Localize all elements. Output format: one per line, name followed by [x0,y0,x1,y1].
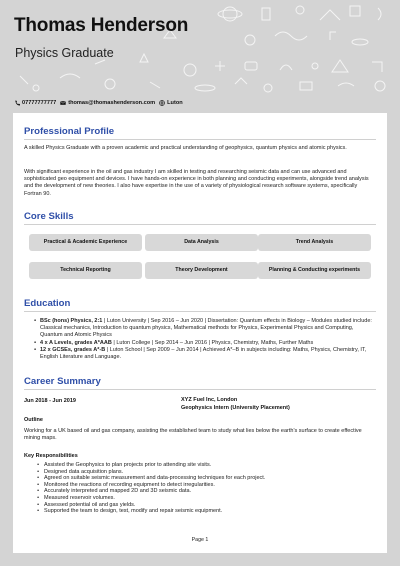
section-title-education: Education [24,298,71,309]
job-role: Geophysics Intern (University Placement) [181,405,290,411]
bullet-icon: • [37,462,39,468]
cv-header [0,0,400,97]
candidate-title: Physics Graduate [15,46,114,60]
list-item [24,347,376,361]
responsibility-text: Measured reservoir volumes. [44,494,115,501]
list-item [24,495,376,502]
skill-chip: Practical & Academic Experience [29,234,142,251]
qualification-details: | Luton University | Sep 2016 – Jun 2020 | Dissertation: Quantum effects in Biology – Modules studied include: Classical mechanics, Introduction to quantum physics, Mathematical methods for Physics, Experimental Physics and Computing, Quantum and Atomic Physics [40,318,372,339]
section-divider [24,389,376,390]
section-divider [24,139,376,140]
outline-label: Outline [24,417,43,423]
email-address: thomas@thomashenderson.com [68,100,156,106]
list-item [24,469,376,476]
bullet-icon: • [37,488,39,495]
bullet-icon: • [37,501,39,508]
bullet-icon: • [37,508,39,515]
skill-chip: Theory Development [145,262,258,279]
section-title-profile: Professional Profile [24,126,115,137]
list-item [24,462,376,469]
responsibility-text: Supported the team to design, test, modify and repair seismic equipment. [44,508,223,515]
responsibility-text: Monitored the reactions of recording equipment to detect irregularities. [44,481,215,488]
bullet-icon: • [37,475,39,482]
phone-icon [14,100,20,106]
page-number: Page 1 [191,537,209,543]
qualification-title: 12 x GCSEs, grades A*-B [40,346,106,353]
globe-icon [159,100,165,106]
skill-chip: Trend Analysis [258,234,371,251]
skill-chip: Data Analysis [145,234,258,251]
phone-number: 07777777777 [22,100,57,106]
location-text: Luton [167,100,183,106]
qualification-title: 4 x A Levels, grades A*AAB [40,339,112,346]
profile-paragraph: With significant experience in the oil and gas industry I am skilled in testing and researching seismic data and can use advanced and sophisticated geo equipment and devices. I have hands-on experience in both planning and conducting experiments, alongside trend analysis and the development of new theories. I also have expertise in the use of a variety of physiological research software systems, specifically Fortran 90. [24,169,369,197]
contact-email[interactable] [60,100,155,106]
skill-chip: Planning & Conducting experiments [258,262,371,279]
bullet-icon: • [34,339,36,346]
qualification-title: BSc (hons) Physics, 2:1 [40,318,103,324]
list-item [24,502,376,509]
section-title-skills: Core Skills [24,211,74,222]
contact-location [159,100,183,106]
cv-page [13,113,387,553]
profile-paragraph: A skilled Physics Graduate with a proven academic and practical understanding of geophysics, quantum physics and atomic physics. [24,145,347,151]
section-title-career: Career Summary [24,376,101,387]
bullet-icon: • [34,346,36,353]
job-company: XYZ Fuel Inc, London [181,397,238,403]
bullet-icon: • [34,318,36,324]
list-item [24,482,376,489]
job-dates: Jun 2018 - Jun 2019 [24,398,76,404]
list-item [24,340,376,347]
responsibilities-label: Key Responsibilities [24,453,78,459]
responsibility-text: Designed data acquisition plans. [44,468,124,475]
bullet-icon: • [37,481,39,488]
list-item [24,488,376,495]
list-item [24,318,376,340]
list-item [24,508,376,515]
education-list [24,318,376,361]
bullet-icon: • [37,468,39,475]
outline-text: Working for a UK based oil and gas company, assisting the established team to study what lies below the earth's surface to create effective mining maps. [24,428,362,442]
bullet-icon: • [37,494,39,501]
qualification-details: | Luton School | Sep 2009 – Jun 2014 | Achieved A*–B in subjects including: Maths, Physics, Chemistry, IT, English Literature and Language. [40,346,367,361]
responsibility-text: Accurately interpreted and mapped 2D and 3D seismic data. [44,488,192,495]
responsibilities-list [24,462,376,515]
skill-chip: Technical Reporting [29,262,142,279]
responsibility-text: Assessed potential oil and gas yields. [44,501,136,508]
contact-bar [14,100,183,106]
list-item [24,475,376,482]
envelope-icon [60,100,66,106]
contact-phone[interactable] [14,100,56,106]
responsibility-text: Agreed on suitable seismic measurement and data-processing techniques for each project. [44,475,266,482]
responsibility-text: Assisted the Geophysics to plan projects prior to attending site visits. [44,462,212,468]
section-divider [24,311,376,312]
qualification-details: | Luton College | Sep 2014 – Jun 2016 | Physics, Chemistry, Maths, Further Maths [111,339,314,346]
section-divider [24,224,376,225]
candidate-name: Thomas Henderson [14,15,189,36]
